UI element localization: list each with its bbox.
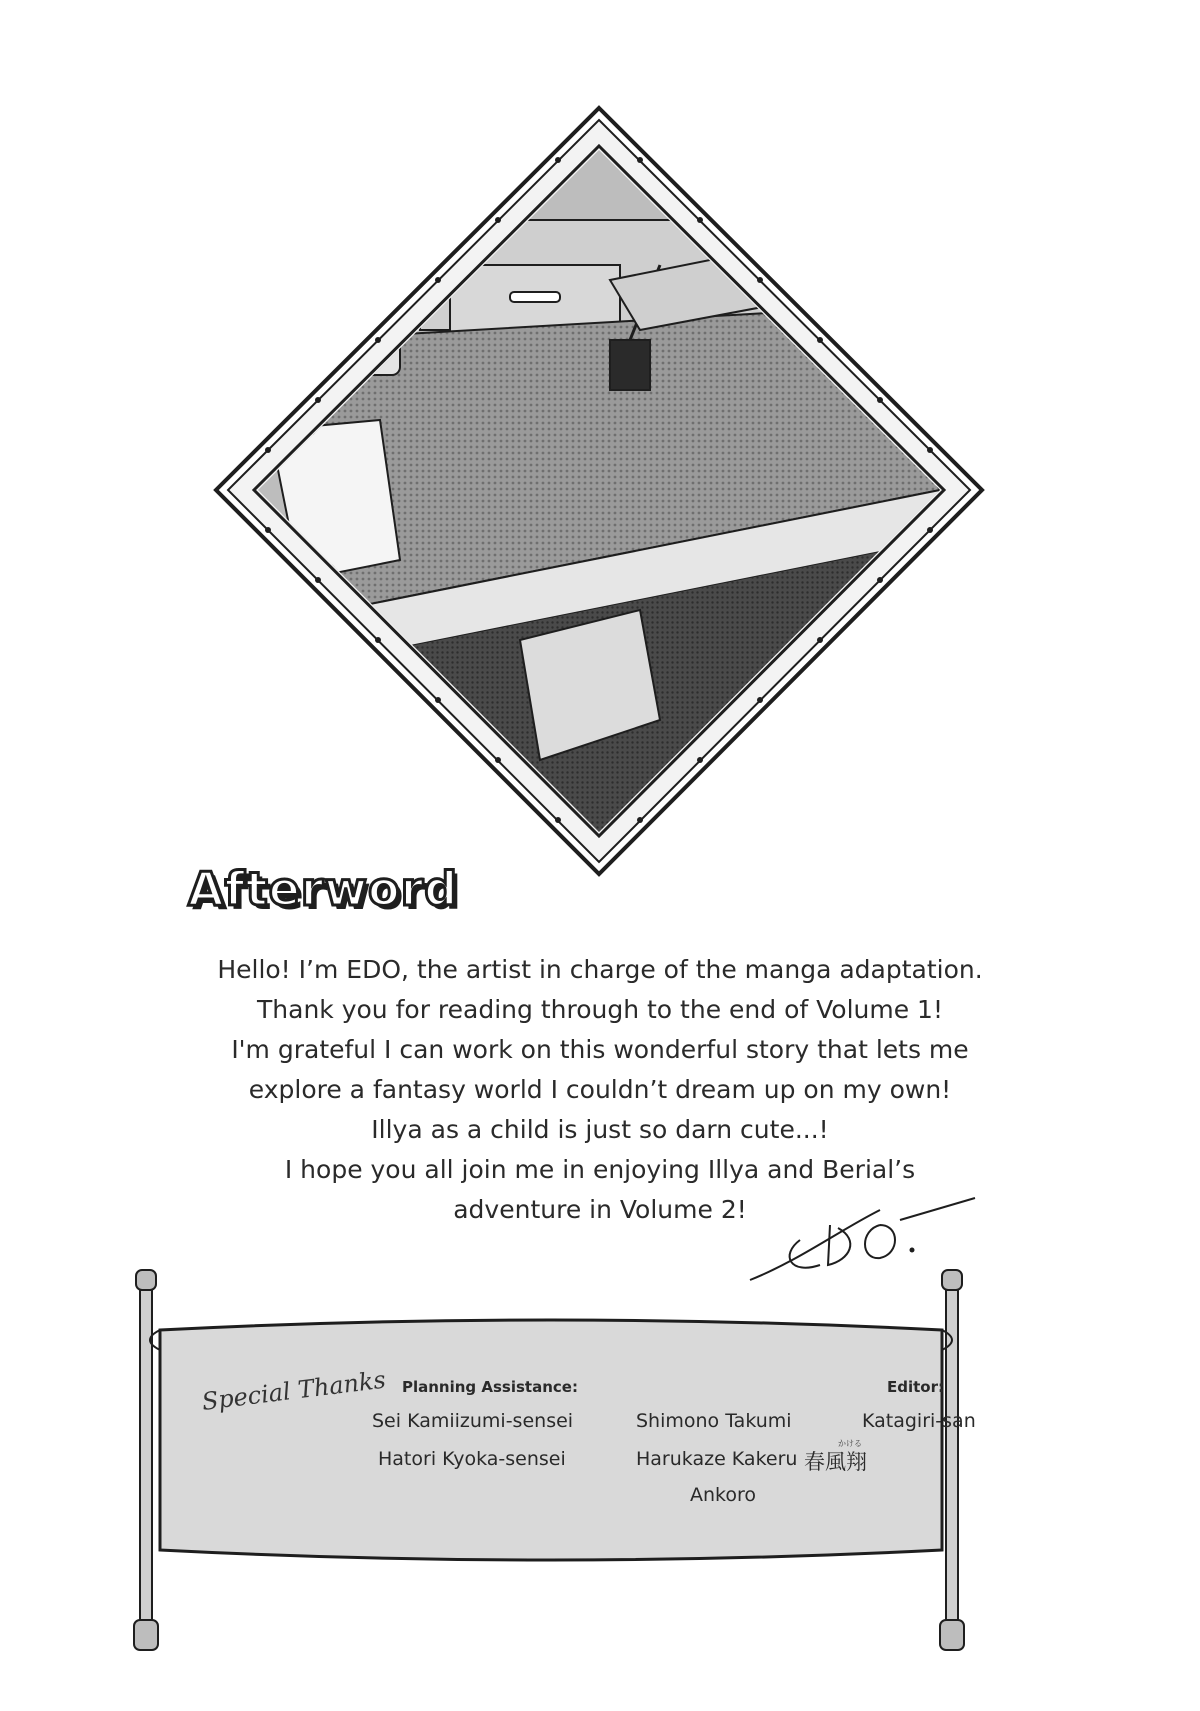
message-line: adventure in Volume 2! — [453, 1195, 747, 1224]
special-thanks-label: Special Thanks — [200, 1365, 388, 1416]
credit-name: Sei Kamiizumi-sensei — [372, 1410, 574, 1432]
scroll-graphic — [120, 1250, 1070, 1670]
editor-heading: Editor: — [887, 1378, 944, 1396]
credit-name: Harukaze Kakeru — [636, 1448, 798, 1470]
credit-name: Hatori Kyoka-sensei — [378, 1448, 566, 1470]
credit-name: Katagiri-san — [862, 1410, 976, 1432]
message-line: Hello! I’m EDO, the artist in charge of the manga adaptation. — [217, 955, 983, 984]
page-title: Afterword — [188, 862, 459, 916]
credit-furigana: かける — [838, 1439, 862, 1448]
message-line: Illya as a child is just so darn cute...! — [371, 1115, 829, 1144]
credit-name-kanji: 春風翔 — [804, 1450, 867, 1474]
message-line: I hope you all join me in enjoying Illya and Berial’s — [284, 1155, 916, 1184]
credit-name: Shimono Takumi — [636, 1410, 792, 1432]
message-line: Thank you for reading through to the end of Volume 1! — [257, 995, 943, 1024]
message-line: I'm grateful I can work on this wonderful story that lets me — [231, 1035, 969, 1064]
planning-heading: Planning Assistance: — [402, 1378, 578, 1396]
message-line: explore a fantasy world I couldn’t dream up on my own! — [248, 1075, 952, 1104]
credit-name: Ankoro — [690, 1484, 757, 1506]
credits-scroll — [120, 1250, 1070, 1670]
